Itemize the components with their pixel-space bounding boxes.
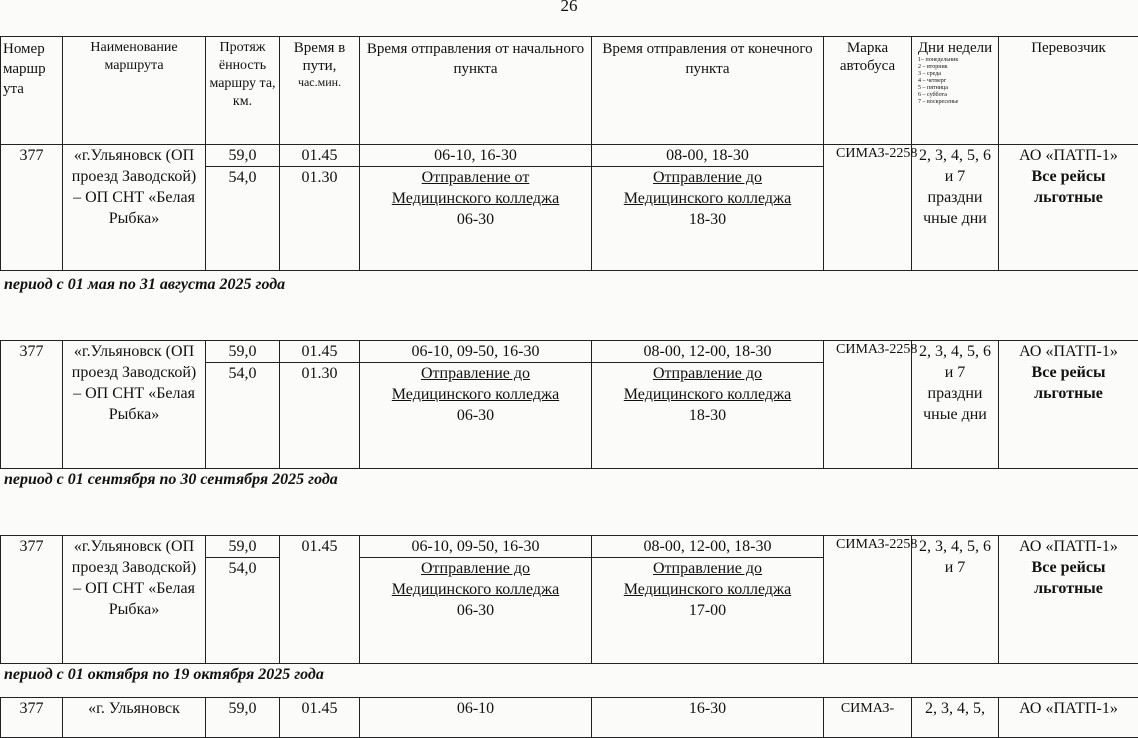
period-label-2: период с 01 сентября по 30 сентября 2025 года: [4, 471, 338, 489]
dep-start-note-text: Отправление до Медицинского колледжа: [360, 363, 591, 405]
header-travel-time: [280, 37, 360, 145]
route-row: [1, 536, 1138, 558]
route-name: «г. Ульяновск: [63, 698, 206, 738]
route-row: [1, 698, 1138, 738]
length-1: 59,0: [206, 145, 280, 167]
days-legend: [912, 57, 998, 106]
day-legend-1: 1– понедельник: [918, 57, 998, 64]
route-row: [1, 145, 1138, 167]
dep-start-times: 06-10, 16-30: [360, 145, 592, 167]
schedule-table-4: [0, 697, 1138, 738]
carrier: [999, 145, 1138, 271]
day-legend-2: 2 – вторник: [918, 64, 998, 71]
route-name: «г.Ульяновск (ОП проезд Заводской) – ОП СНТ «Белая Рыбка»: [63, 145, 206, 271]
days-of-week: 2, 3, 4, 5, 6 и 7 праздни чные дни: [912, 145, 999, 271]
time-1: 01.45: [280, 536, 360, 664]
days-of-week: 2, 3, 4, 5,: [912, 698, 999, 738]
dep-end-note-time: 18-30: [592, 209, 823, 230]
dep-end-times: 08-00, 12-00, 18-30: [592, 341, 824, 363]
dep-end-times: 08-00, 18-30: [592, 145, 824, 167]
route-number: 377: [1, 536, 63, 664]
dep-start-note-time: 06-30: [360, 209, 591, 230]
carrier-note: Все рейсы льготные: [999, 362, 1138, 404]
header-bus: Марка автобуса: [824, 37, 912, 145]
dep-start-note: [360, 363, 592, 469]
day-legend-3: 3 – среда: [918, 71, 998, 78]
dep-end-note: [592, 363, 824, 469]
time-2: 01.30: [280, 363, 360, 469]
dep-end-note-text: Отправление до Медицинского колледжа: [592, 167, 823, 209]
carrier-name: АО «ПАТП-1»: [999, 698, 1138, 738]
dep-end-note-time: 18-30: [592, 405, 823, 426]
route-number: 377: [1, 145, 63, 271]
header-days-label: Дни недели: [912, 39, 998, 57]
bus-model: СИМАЗ-2258: [824, 341, 912, 469]
time-1: 01.45: [280, 341, 360, 363]
header-route-number: Номер маршр ута: [1, 37, 63, 145]
dep-end-note: [592, 558, 824, 664]
route-row: [1, 341, 1138, 363]
length-1: 59,0: [206, 698, 280, 738]
route-number: 377: [1, 341, 63, 469]
schedule-table-1: [0, 36, 1138, 271]
header-carrier: Перевозчик: [999, 37, 1138, 145]
dep-end-note-text: Отправление до Медицинского колледжа: [592, 363, 823, 405]
length-1: 59,0: [206, 341, 280, 363]
carrier: [999, 536, 1138, 664]
dep-start-note-time: 06-30: [360, 600, 591, 621]
carrier-name: АО «ПАТП-1»: [999, 536, 1138, 557]
length-2: 54,0: [206, 558, 280, 664]
header-travel-time-unit: час.мин.: [280, 75, 359, 90]
dep-start-times: 06-10, 09-50, 16-30: [360, 536, 592, 558]
schedule-table-3: [0, 535, 1138, 664]
carrier: [999, 341, 1138, 469]
time-1: 01.45: [280, 698, 360, 738]
header-length: Протяж ённость маршру та, км.: [206, 37, 280, 145]
day-legend-4: 4 – четверг: [918, 78, 998, 85]
period-label-3: период с 01 октября по 19 октября 2025 года: [4, 666, 324, 684]
header-row: [1, 37, 1138, 145]
carrier-note: Все рейсы льготные: [999, 166, 1138, 208]
dep-end-note-text: Отправление до Медицинского колледжа: [592, 558, 823, 600]
dep-start-times: 06-10, 09-50, 16-30: [360, 341, 592, 363]
header-dep-start: Время отправления от начального пункта: [360, 37, 592, 145]
period-label-1: период с 01 мая по 31 августа 2025 года: [4, 276, 285, 294]
bus-model: СИМАЗ-: [824, 698, 912, 738]
dep-start-note: [360, 558, 592, 664]
dep-start-note-time: 06-30: [360, 405, 591, 426]
schedule-table-2: [0, 340, 1138, 469]
header-days: [912, 37, 999, 145]
dep-start-note-text: Отправление до Медицинского колледжа: [360, 558, 591, 600]
bus-model: СИМАЗ-2258: [824, 536, 912, 664]
length-2: 54,0: [206, 167, 280, 271]
carrier-name: АО «ПАТП-1»: [999, 341, 1138, 362]
day-legend-5: 5 – пятница: [918, 85, 998, 92]
dep-end-note-time: 17-00: [592, 600, 823, 621]
carrier-note: Все рейсы льготные: [999, 557, 1138, 599]
days-of-week: 2, 3, 4, 5, 6 и 7 праздни чные дни: [912, 341, 999, 469]
route-name: «г.Ульяновск (ОП проезд Заводской) – ОП СНТ «Белая Рыбка»: [63, 536, 206, 664]
dep-end-times: 16-30: [592, 698, 824, 738]
carrier-name: АО «ПАТП-1»: [999, 145, 1138, 166]
dep-end-note: [592, 167, 824, 271]
length-2: 54,0: [206, 363, 280, 469]
route-name: «г.Ульяновск (ОП проезд Заводской) – ОП СНТ «Белая Рыбка»: [63, 341, 206, 469]
days-of-week: 2, 3, 4, 5, 6 и 7: [912, 536, 999, 664]
time-2: 01.30: [280, 167, 360, 271]
time-1: 01.45: [280, 145, 360, 167]
length-1: 59,0: [206, 536, 280, 558]
dep-start-note-text: Отправление от Медицинского колледжа: [360, 167, 591, 209]
dep-start-times: 06-10: [360, 698, 592, 738]
route-number: 377: [1, 698, 63, 738]
bus-model: СИМАЗ-2258: [824, 145, 912, 271]
header-travel-time-label: Время в пути,: [280, 39, 359, 75]
day-legend-6: 6 – суббота: [918, 92, 998, 99]
header-route-name: Наименование маршрута: [63, 37, 206, 145]
dep-start-note: [360, 167, 592, 271]
dep-end-times: 08-00, 12-00, 18-30: [592, 536, 824, 558]
page-number: 26: [0, 0, 1138, 16]
day-legend-7: 7 – воскресенье: [918, 99, 998, 106]
header-dep-end: Время отправления от конечного пункта: [592, 37, 824, 145]
